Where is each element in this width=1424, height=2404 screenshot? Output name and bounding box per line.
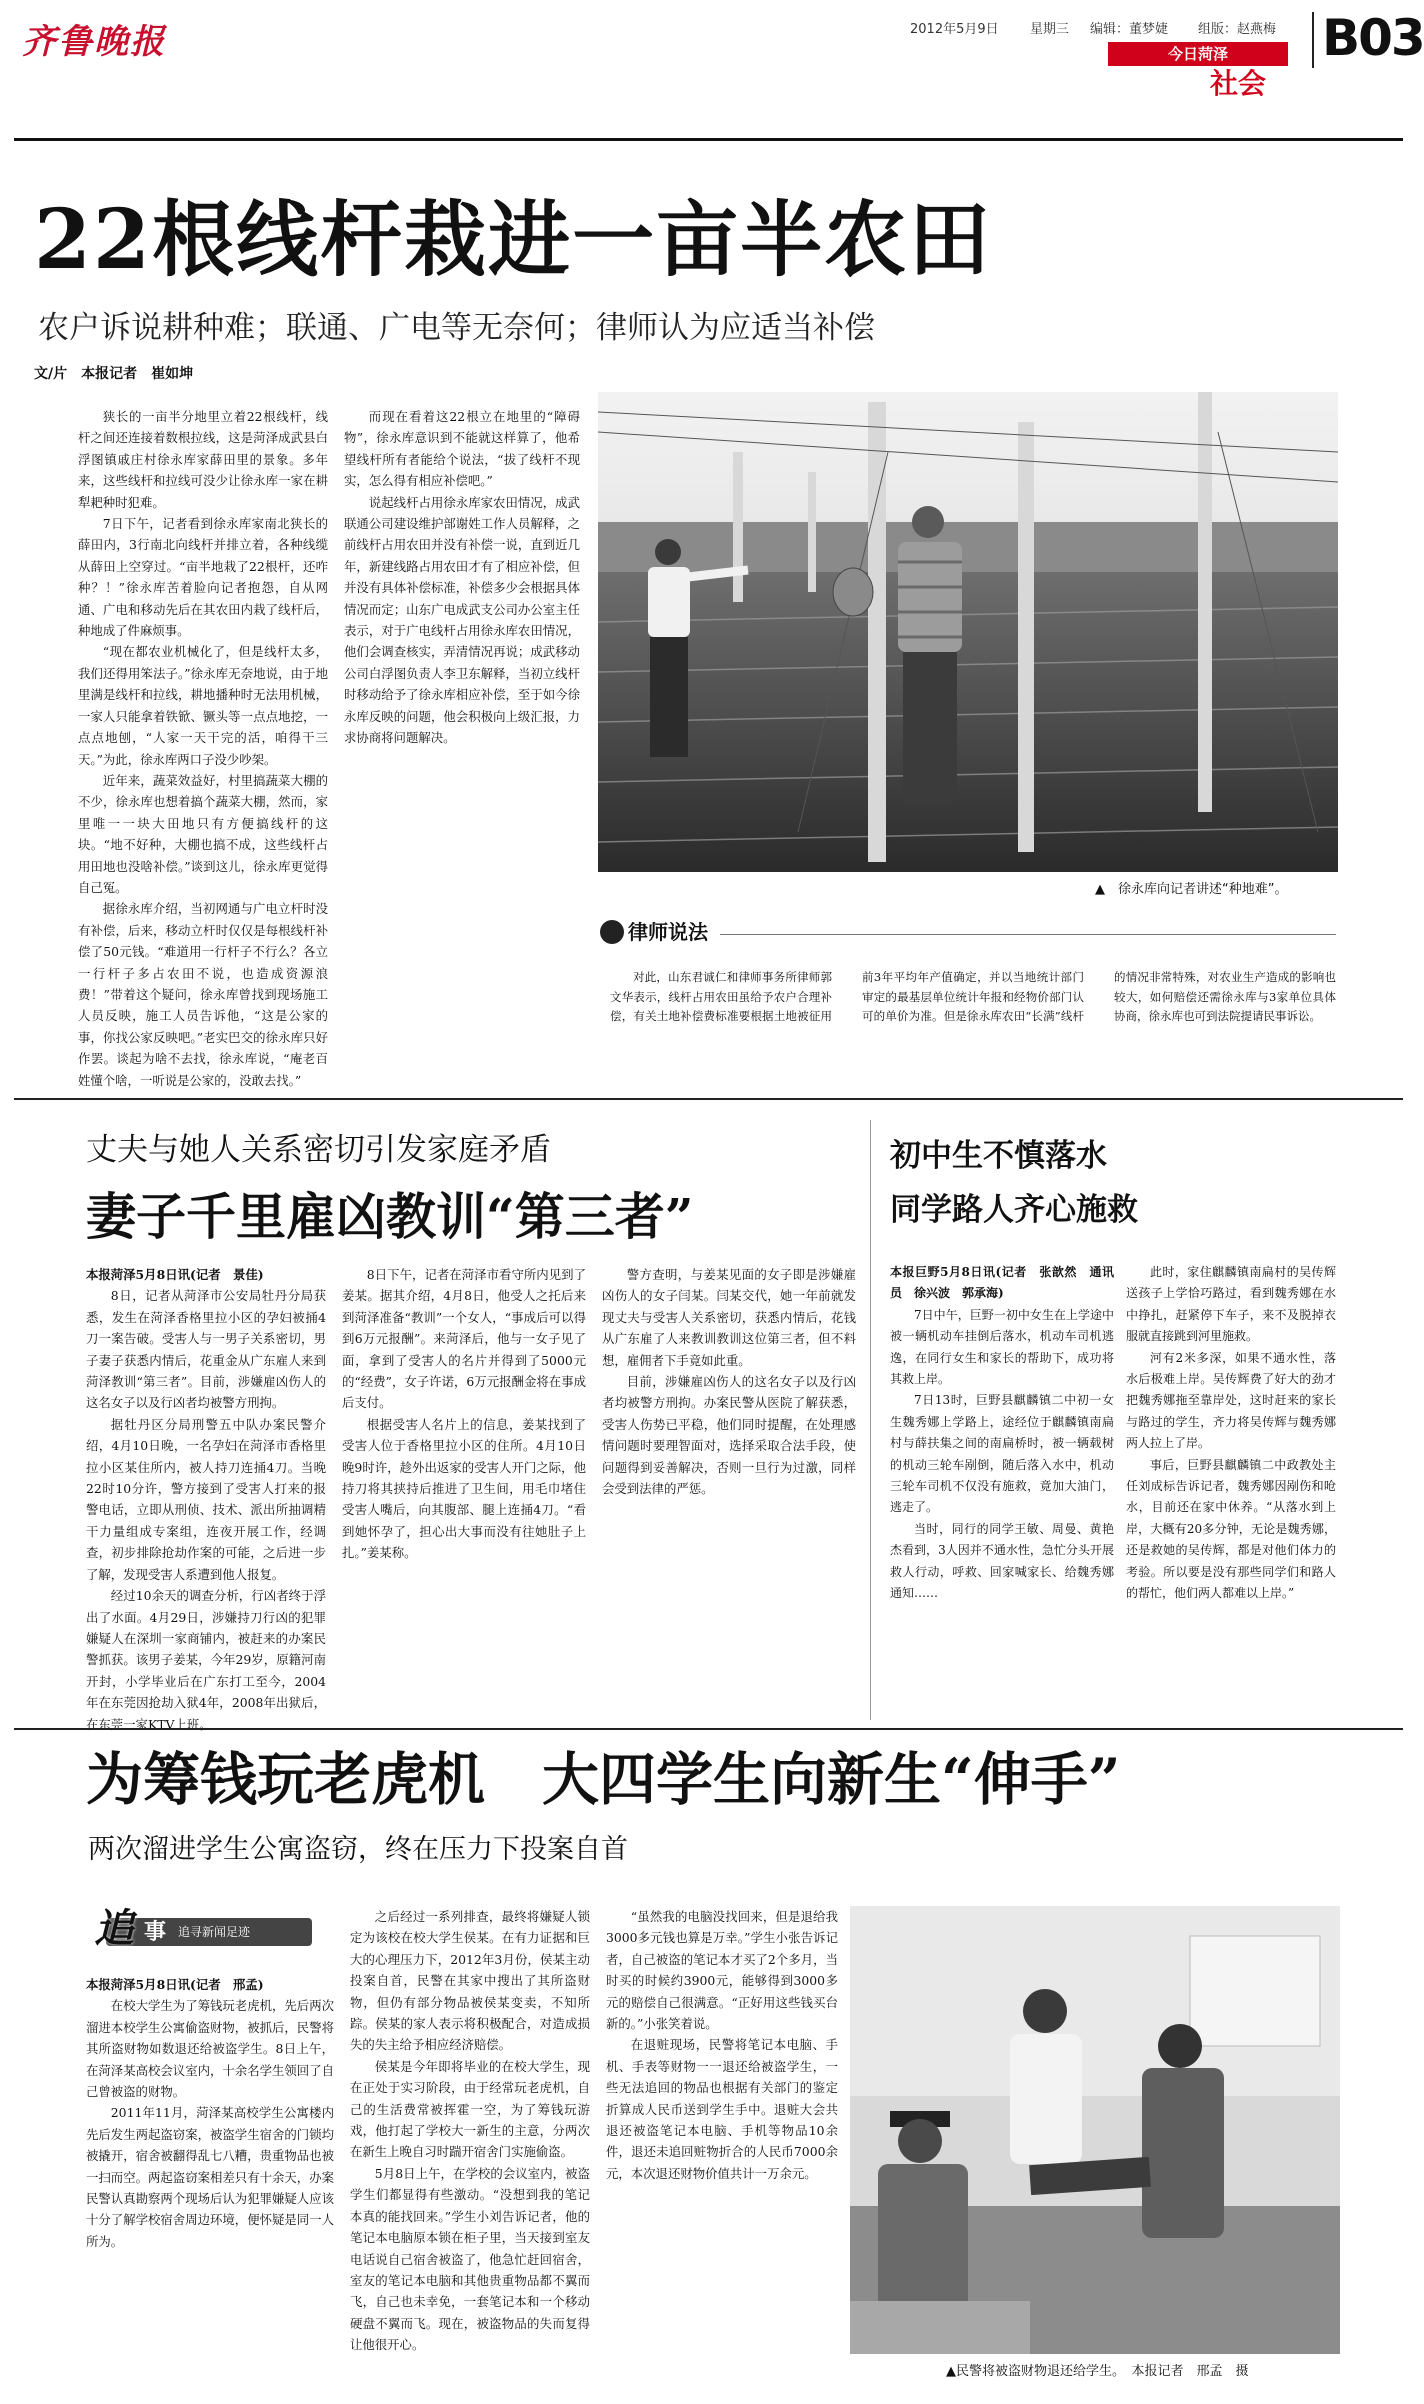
story1-paragraph: 据徐永库介绍，当初网通与广电立杆时没有补偿，后来，移动立杆时仅仅是每根线杆补偿了50元钱。“难道用一行杆子不行么？各立一行杆子多占农田不说，也造成资源浪费！”带着这个疑问，徐永库曾找到现场施工人员反映，施工人员告诉他，“这是公家的事，你找公家反映吧。”老实巴交的徐永库只好作罢。谈起为啥不去找，徐永库说，“庵老百姓懂个啥，一听说是公家的，没敢去找。” (78, 901, 328, 1088)
story2-paragraph: 目前，涉嫌雇凶伤人的这名女子以及行凶者均被警方刑拘。办案民警从医院了解获悉，受害人伤势已平稳，他们同时提醒，在处理感情问题时要理智面对，选择采取合法手段，使问题得到妥善解决，否则一旦行为过激，同样会受到法律的严惩。 (602, 1374, 856, 1497)
story3-paragraph: 此时，家住麒麟镇南扁村的吴传辉送孩子上学恰巧路过，看到魏秀娜在水中挣扎，赶紧停下车子，来不及脱掉衣服就直接跳到河里施救。 (1126, 1265, 1336, 1344)
story3-headline-2: 同学路人齐心施救 (890, 1192, 1138, 1228)
story2-bottom-rule (14, 1728, 1403, 1730)
story1-paragraph: 7日下午，记者看到徐永库家南北狭长的薛田内，3行南北向线杆并排立着，各种线缆从薛田上空穿过。“亩半地栽了22根杆，还咋种？！”徐永库苦着脸向记者抱怨，自从网通、广电和移动先后在其农田内栽了线杆后，种地成了件麻烦事。 (78, 516, 328, 639)
story2-paragraph: 8日下午，记者在菏泽市看守所内见到了姜某。据其介绍，4月8日，他受人之托后来到菏泽准备“教训”一个女人，“事成后可以得到6万元报酬”。来菏泽后，他与一女子见了面，拿到了受害人的名片并得到了5000元的“经费”，女子许诺，6万元报酬金将在事成后支付。 (342, 1267, 586, 1411)
story3-dateline: 本报巨野5月8日讯(记者 张歆然 通讯员 徐兴波 郭承海) (890, 1265, 1114, 1301)
column-logo-glyph: 事 (144, 1919, 167, 1945)
story1-photo-caption: ▲ 徐永库向记者讲述“种地难”。 (1095, 882, 1288, 897)
issue-date: 2012年5月9日 (910, 22, 999, 37)
story1-headline: 22根线杆栽进一亩半农田 (34, 192, 993, 288)
story3-column-2 (1126, 1262, 1336, 1700)
story2-column-2 (342, 1264, 586, 1700)
story1-subhead: 农户诉说耕种难；联通、广电等无奈何；律师认为应适当补偿 (38, 310, 875, 346)
story4-paragraph: 之后经过一系列排查，最终将嫌疑人锁定为该校在校大学生侯某。在有力证据和巨大的心理压力下，2012年3月份，侯某主动投案自首，民警在其家中搜出了其所盗财物，但仍有部分物品被侯某变卖，不知所踪。侯某的家人表示将积极配合，对造成损失的失主给予相应经济赔偿。 (350, 1909, 590, 2053)
story4-photo (850, 1906, 1340, 2354)
lawyer-section-rule (720, 934, 1336, 935)
story4-paragraph: 5月8日上午，在学校的会议室内，被盗学生们都显得有些激动。“没想到我的笔记本真的能找回来。”学生小刘告诉记者，他的笔记本电脑原本锁在柜子里，当天接到室友电话说自己宿舍被盗了，他急忙赶回宿舍，室友的笔记本电脑和其他贵重物品都不翼而飞，自己也未幸免，一套笔记本和一个移动硬盘不翼而飞。现在，被盗物品的失而复得让他很开心。 (350, 2165, 590, 2353)
story4-photo-caption: ▲民警将被盗财物退还给学生。 本报记者 邢孟 摄 (946, 2364, 1249, 2379)
story4-subhead: 两次溜进学生公寓盗窃，终在压力下投案自首 (88, 1834, 628, 1865)
story4-column-3 (606, 1906, 838, 2378)
office-photo-graphic (850, 1906, 1340, 2354)
story4-paragraph: 在退赃现场，民警将笔记本电脑、手机、手表等财物一一退还给被盗学生，一些无法追回的物品也根据有关部门的鉴定折算成人民币送到学生手中。退赃大会共退还被盗笔记本电脑、手机等物品10余件，退还未追回赃物折合的人民币7000余元，本次退还财物价值共计一万余元。 (606, 2037, 838, 2181)
story4-paragraph: 侯某是今年即将毕业的在校大学生，现在正处于实习阶段，由于经常玩老虎机，自己的生活费常被挥霍一空，为了筹钱玩游戏，他打起了学校大一新生的主意，分两次在新生上晚自习时踹开宿舍门实施偷盗。 (350, 2058, 590, 2160)
story3-paragraph: 7日13时，巨野县麒麟镇二中初一女生魏秀娜上学路上，途经位于麒麟镇南扁村与薛扶集之间的南扁桥时，被一辆载树的机动三轮车剐倒，随后落入水中，机动三轮车司机不仅没有施救，竟加大油门，逃走了。 (890, 1393, 1114, 1515)
section-tag: 今日菏泽 (1108, 42, 1288, 66)
section-name: 社会 (1210, 67, 1267, 100)
header-divider (1312, 12, 1314, 68)
story2-headline: 妻子千里雇凶教训“第三者” (86, 1187, 694, 1246)
story1-paragraph: “现在都农业机械化了，但是线杆太多，我们还得用笨法子。”徐永库无奈地说，由于地里满是线杆和拉线，耕地播种时无法用机械，一家人只能拿着铁锨、镢头等一点点地挖，一点点地刨，“人家一天干完的活，咱得干三天。”为此，徐永库两口子没少吵架。 (78, 644, 328, 767)
story2-paragraph: 经过10余天的调查分析，行凶者终于浮出了水面。4月29日，涉嫌持刀行凶的犯罪嫌疑人在深圳一家商铺内，被赶来的办案民警抓获。该男子姜某，今年29岁，原籍河南开封，小学毕业后在广东打工至今，2004年在东莞因抢劫入狱4年，2008年出狱后，在东莞一家KTV上班。 (86, 1588, 326, 1732)
story1-photo (598, 392, 1338, 872)
newspaper-logo: 齐鲁晚报 (22, 22, 166, 62)
story4-paragraph: 在校大学生为了筹钱玩老虎机，先后两次溜进本校学生公寓偷盗财物，被抓后，民警将其所盗财物如数退还给被盗学生。8日上午，在菏泽某高校会议室内，十余名学生领回了自己曾被盗的财物。 (86, 1998, 334, 2100)
story1-byline: 文/片 本报记者 崔如坤 (34, 366, 194, 382)
issue-weekday: 星期三 (1030, 22, 1070, 37)
page-number: B03 (1322, 9, 1424, 67)
lawyer-section-icon (600, 920, 624, 944)
story1-column-2 (344, 406, 580, 1078)
story3-paragraph: 当时，同行的同学王敏、周曼、黄艳杰看到，3人因并不通水性，急忙分头开展救人行动，呼救、回家喊家长、给魏秀娜通知…… (890, 1521, 1114, 1601)
story1-paragraph: 近年来，蔬菜效益好，村里搞蔬菜大棚的不少，徐永库也想着搞个蔬菜大棚，然而，家里唯一一块大田地只有方便搞线杆的这块。“地不好种，大棚也搞不成，这些线杆占用田地也没啥补偿。”谈到这儿，徐永库更觉得自己冤。 (78, 772, 328, 895)
story4-headline: 为筹钱玩老虎机 大四学生向新生“伸手” (86, 1746, 1121, 1813)
story4-paragraph: “虽然我的电脑没找回来，但是退给我3000多元钱也算是万幸。”学生小张告诉记者，自己被盗的笔记本才买了2个多月，当时买的时候约3900元，能够得到3000多元的赔偿自己很满意。“正好用这些钱买台新的。”小张笑着说。 (606, 1909, 838, 2032)
story1-paragraph: 说起线杆占用徐永库家农田情况，成武联通公司建设维护部谢姓工作人员解释，之前线杆占用农田并没有补偿一说，直到近几年，新建线路占用农田才有了相应补偿，但并没有具体补偿标准，补偿多少会根据具体情况而定；山东广电成武支公司办公室主任表示，对于广电线杆占用徐永库农田情况，他们会调查核实，弄清情况再说；成武移动公司白浮图负责人李卫东解释，当初立线杆时移动给予了徐永库相应补偿，至于如今徐永库反映的问题，他会积极向上级汇报，力求协商将问题解决。 (344, 494, 580, 746)
editor-credit: 编辑：董梦婕 (1090, 22, 1169, 37)
story2-column-1 (86, 1264, 326, 1732)
story1-bottom-rule (14, 1098, 1403, 1100)
story2-dateline: 本报菏泽5月8日讯(记者 景佳) (86, 1267, 264, 1282)
story4-column-2 (350, 1906, 590, 2378)
story4-dateline: 本报菏泽5月8日讯(记者 邢孟) (86, 1977, 264, 1992)
story4-paragraph: 2011年11月，菏泽某高校学生公寓楼内先后发生两起盗窃案，被盗学生宿舍的门锁均被撬开，宿舍被翻得乱七八糟，贵重物品也被一扫而空。两起盗窃案相差只有十余天，办案民警认真勘察两个现场后认为犯罪嫌疑人应该十分了解学校宿舍周边环境，便怀疑是同一人所为。 (86, 2105, 334, 2249)
story1-paragraph: 狭长的一亩半分地里立着22根线杆，线杆之间还连接着数根拉线，这是菏泽成武县白浮图镇戚庄村徐永库家薛田里的景象。多年来，这些线杆和拉线可没少让徐永库一家在耕犁耙种时犯难。 (78, 409, 328, 510)
story1-paragraph: 而现在看着这22根立在地里的“障碍物”，徐永库意识到不能就这样算了，他希望线杆所有者能给个说法，“拔了线杆不现实，怎么得有相应补偿吧。” (344, 409, 580, 489)
masthead-rule (14, 138, 1403, 141)
story3-column-1 (890, 1262, 1114, 1700)
masthead (0, 0, 1424, 100)
story4-column-1 (86, 1974, 334, 2378)
story2-paragraph: 根据受害人名片上的信息，姜某找到了受害人位于香格里拉小区的住所。4月10日晚9时许，趁外出返家的受害人开门之际，他持刀将其挟持后推进了卫生间，用毛巾堵住受害人嘴后，向其腹部、腿上连捅4刀。“看到她怀孕了，担心出大事而没有往她肚子上扎。”姜某称。 (342, 1416, 586, 1561)
layout-credit: 组版：赵燕梅 (1198, 22, 1277, 37)
story2-kicker: 丈夫与她人关系密切引发家庭矛盾 (86, 1132, 551, 1168)
lawyer-section-title: 律师说法 (628, 920, 708, 944)
story-divider (870, 1120, 871, 1720)
story2-paragraph: 据牡丹区分局刑警五中队办案民警介绍，4月10日晚，一名孕妇在菏泽市香格里拉小区某住所内，被人持刀连捅4刀。当晚22时10分许，警方接到了受害人打来的报警电话，立即从刑侦、技术、派出所抽调精干力量组成专案组，连夜开展工作，经调查，初步排除抢劫作案的可能，之后进一步了解，发现受害人系遭到他人报复。 (86, 1416, 326, 1582)
story3-paragraph: 河有2米多深，如果不通水性，落水后极难上岸。吴传辉费了好大的劲才把魏秀娜拖至靠岸处，这时赶来的家长与路过的学生，齐力将吴传辉与魏秀娜两人拉上了岸。 (1126, 1350, 1336, 1451)
story2-paragraph: 警方查明，与姜某见面的女子即是涉嫌雇凶伤人的女子闫某。闫某交代，她一年前就发现丈夫与受害人关系密切，获悉内情后，花钱从广东雇了人来教训教训这位第三者，但不料想，雇佣者下手竟如此重。 (602, 1267, 856, 1368)
column-logo-tag: 追寻新闻足迹 (178, 1925, 251, 1939)
column-logo-glyph: 追 (94, 1905, 134, 1952)
story1-column-1 (78, 406, 328, 1088)
story3-paragraph: 事后，巨野县麒麟镇二中政教处主任刘成标告诉记者，魏秀娜因剐伤和呛水，目前还在家中休养。“从落水到上岸，大概有20多分钟，无论是魏秀娜，还是救她的吴传辉，都是对他们体力的考验。所以要是没有那些同学们和路人的帮忙，他们两人都难以上岸。” (1126, 1457, 1336, 1601)
column-logo (86, 1904, 316, 1960)
lawyer-section-text: 对此，山东君诚仁和律师事务所律师郭文华表示，线杆占用农田虽给予农户合理补偿，有关土地补偿费标准要根据土地被征用前3年平均年产值确定，并以当地统计部门审定的最基层单位统计年报和经物价部门认可的单价为准。但是徐永库农田“长满”线杆的情况非常特殊，对农业生产造成的影响也较大，如何赔偿还需徐永库与3家单位具体协商，徐永库也可到法院提请民事诉讼。 (610, 970, 1336, 1024)
story3-paragraph: 7日中午，巨野一初中女生在上学途中被一辆机动车挂倒后落水，机动车司机逃逸，在同行女生和家长的帮助下，成功将其救上岸。 (890, 1307, 1114, 1387)
field-photo-graphic (598, 392, 1338, 872)
story3-headline-1: 初中生不慎落水 (890, 1138, 1107, 1174)
story2-paragraph: 8日，记者从菏泽市公安局牡丹分局获悉，发生在菏泽香格里拉小区的孕妇被捅4刀一案告破。受害人与一男子关系密切，男子妻子获悉内情后，花重金从广东雇人来到菏泽教训“第三者”。目前，涉嫌雇凶伤人的这名女子以及行凶者均被警方刑拘。 (86, 1288, 326, 1411)
story2-column-3 (602, 1264, 856, 1700)
